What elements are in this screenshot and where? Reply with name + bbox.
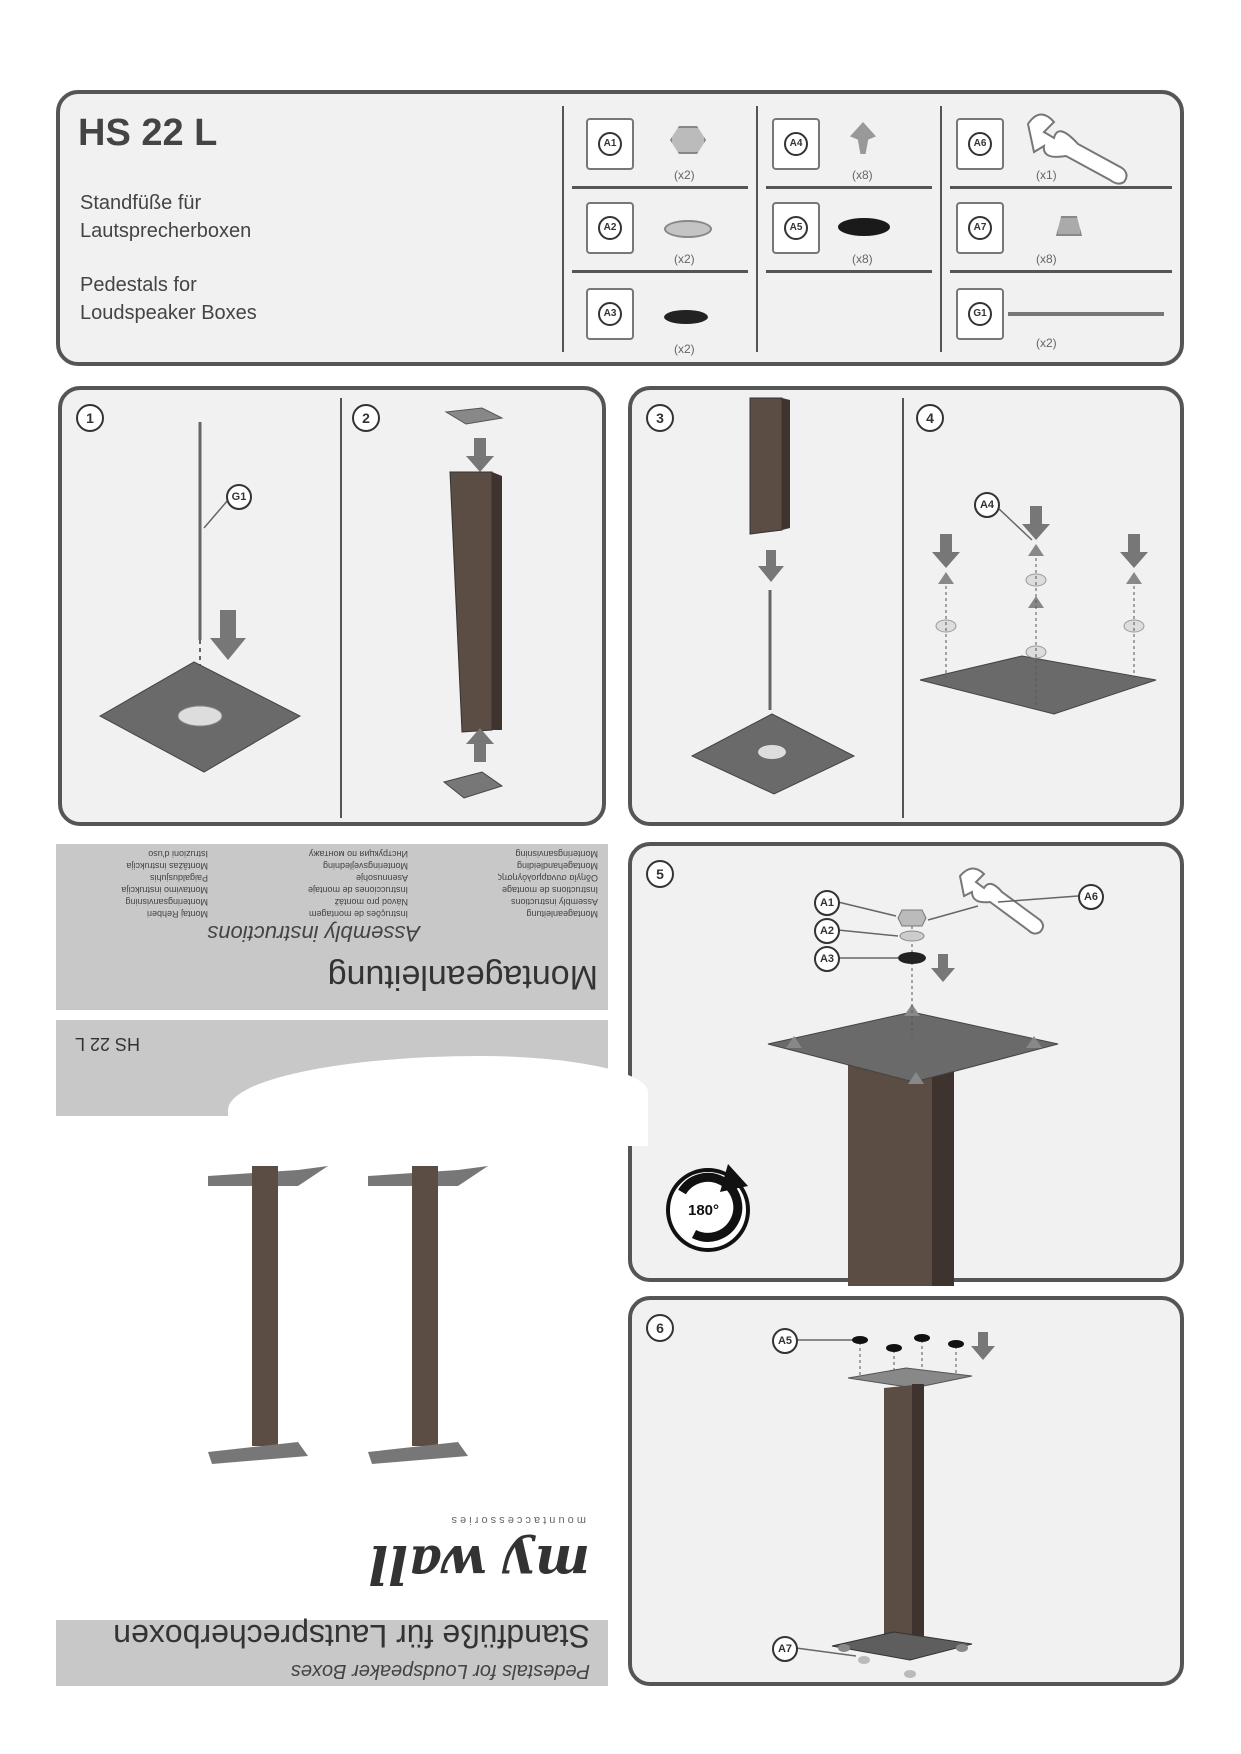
step-number-5: 5 xyxy=(646,860,674,888)
brand-tagline: m o u n t a c c e s s o r i e s xyxy=(451,1514,586,1526)
pad-icon xyxy=(838,218,890,236)
part-qty-a2: (x2) xyxy=(674,252,695,266)
step-4-drawing xyxy=(632,390,633,391)
part-bag-a7: A7 xyxy=(956,202,1004,254)
part-bag-a5: A5 xyxy=(772,202,820,254)
step-5-label-a3: A3 xyxy=(814,946,840,972)
part-bag-a4: A4 xyxy=(772,118,820,170)
step-6-label-a7: A7 xyxy=(772,1636,798,1662)
languages-col-1: Montageanleitung Assembly instructions Instructions de montage Οδηγία συναρμολόγησης Montagehandleiding Monteringsanvisning xyxy=(497,849,598,919)
wrench-icon xyxy=(1018,110,1019,111)
threaded-rod-icon xyxy=(1008,312,1164,316)
part-qty-g1: (x2) xyxy=(1036,336,1057,350)
step-6-drawing xyxy=(632,1300,633,1301)
cover-model: HS 22 L xyxy=(74,1034,140,1054)
step-6-label-a5: A5 xyxy=(772,1328,798,1354)
part-qty-a6: (x1) xyxy=(1036,168,1057,182)
brand-logo: my wall xyxy=(368,1533,590,1594)
step-number-6: 6 xyxy=(646,1314,674,1342)
part-qty-a7: (x8) xyxy=(1036,252,1057,266)
part-bag-a3: A3 xyxy=(586,288,634,340)
part-bag-g1: G1 xyxy=(956,288,1004,340)
title-en-line2: Loudspeaker Boxes xyxy=(80,302,257,324)
part-bag-a1: A1 xyxy=(586,118,634,170)
step-number-3: 3 xyxy=(646,404,674,432)
step-5-label-a6: A6 xyxy=(1078,884,1104,910)
step-6-panel xyxy=(628,1296,1184,1686)
step-number-2: 2 xyxy=(352,404,380,432)
spike-icon xyxy=(850,122,876,154)
washer-icon xyxy=(664,220,712,238)
languages-col-2: Instruções de montagem Návod pro montáž Instrucciones de montaje Asennusohje Monteringsvejledning Инструкция по монтажу xyxy=(307,849,408,919)
steps-3-4-panel xyxy=(628,386,1184,826)
cover-stands-illustration xyxy=(607,1685,608,1686)
title-en-line1: Pedestals for xyxy=(80,274,197,296)
part-qty-a3: (x2) xyxy=(674,342,695,356)
rubber-washer-icon xyxy=(664,310,708,324)
part-qty-a1: (x2) xyxy=(674,168,695,182)
nut-icon xyxy=(670,126,706,154)
model-title: HS 22 L xyxy=(78,112,218,154)
step-number-4: 4 xyxy=(916,404,944,432)
step-4-label-a4: A4 xyxy=(974,492,1000,518)
part-qty-a4: (x8) xyxy=(852,168,873,182)
part-bag-a2: A2 xyxy=(586,202,634,254)
cover-product-en: Pedestals for Loudspeaker Boxes xyxy=(290,1660,590,1682)
cover-product-de: Standfüße für Lautsprecherboxen xyxy=(113,1618,590,1654)
part-bag-a6: A6 xyxy=(956,118,1004,170)
rotate-180-label: 180° xyxy=(688,1202,720,1219)
step-1-label-g1: G1 xyxy=(226,484,252,510)
languages-col-3: Montaj Rehberi Monteringsanvisning Montavimo instrukcija Paigaldusjuhis Montāžas instrukcija Istruzioni d'uso xyxy=(121,849,208,919)
cover-title-de: Montageanleitung xyxy=(327,958,598,996)
step-5-drawing xyxy=(632,846,633,847)
title-de-line1: Standfüße für xyxy=(80,192,202,214)
step-5-label-a2: A2 xyxy=(814,918,840,944)
step-2-drawing xyxy=(62,390,63,391)
cover-title-en: Assembly instructions xyxy=(207,921,420,946)
title-de-line2: Lautsprecherboxen xyxy=(80,220,252,242)
step-number-1: 1 xyxy=(76,404,104,432)
step-5-panel xyxy=(628,842,1184,1282)
parts-panel xyxy=(56,90,1184,366)
spike-cup-icon xyxy=(1056,216,1082,236)
part-qty-a5: (x8) xyxy=(852,252,873,266)
step-5-label-a1: A1 xyxy=(814,890,840,916)
steps-1-2-panel xyxy=(58,386,606,826)
cover-page-upside-down xyxy=(56,844,608,1686)
